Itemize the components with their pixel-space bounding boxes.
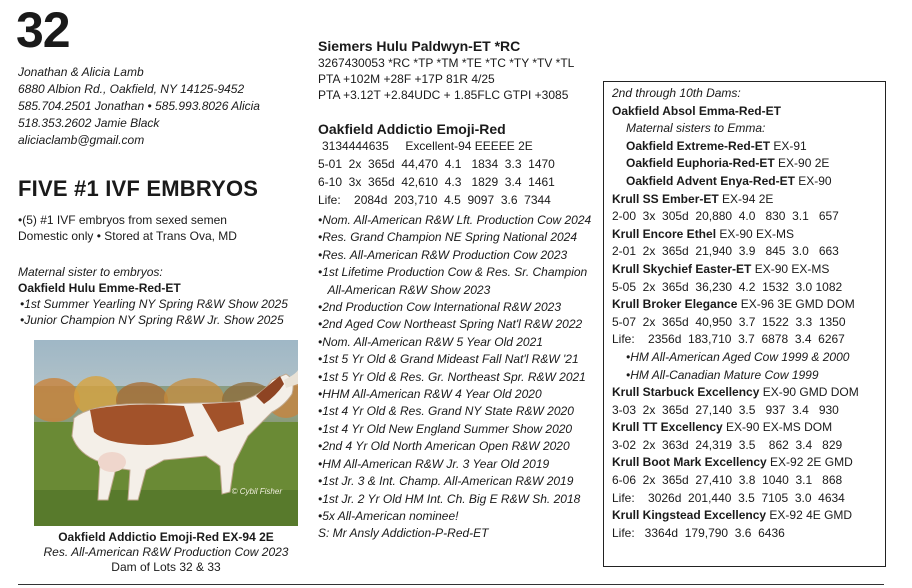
dam-line <box>612 507 882 525</box>
dam-line-text: •HM All-American Aged Cow 1999 & 2000 <box>626 349 850 364</box>
dam-line-text: Life: 3364d 179,790 3.6 6436 <box>612 525 785 540</box>
dam-line <box>612 314 882 332</box>
dam-line-text: Oakfield Absol Emma-Red-ET <box>612 103 781 118</box>
dam-honor: •1st 4 Yr Old New England Summer Show 2020 <box>318 421 573 436</box>
dam-line <box>612 437 882 455</box>
consignor-email: aliciaclamb@gmail.com <box>18 133 145 147</box>
dam-line-classification: EX-94 2E <box>718 191 774 206</box>
dam-line-text: 2-00 3x 305d 20,880 4.0 830 3.1 657 <box>612 209 839 224</box>
dam-line <box>612 261 882 279</box>
dam-line-text: 5-07 2x 365d 40,950 3.7 1522 3.3 1350 <box>612 314 846 329</box>
dam-line <box>612 279 882 297</box>
dam-line-classification: EX-90 EX-MS <box>716 226 795 241</box>
maternal-sister-label: Maternal sister to embryos: <box>18 265 163 279</box>
caption-name: Oakfield Addictio Emoji-Red EX-94 2E <box>58 530 274 544</box>
sire-line: 3267430053 *RC *TP *TM *TE *TC *TY *TV *TL <box>318 56 575 70</box>
dam-line-classification: EX-92 2E GMD <box>766 455 853 470</box>
dam-honors <box>318 212 600 543</box>
dam-line <box>612 296 882 314</box>
dam-line-text: Maternal sisters to Emma: <box>626 121 766 136</box>
dam-line <box>612 454 882 472</box>
dam-line-text: Krull SS Ember-ET <box>612 191 719 206</box>
dam-honor: •2nd Production Cow International R&W 2023 <box>318 300 562 315</box>
consignor-phones: 585.704.2501 Jonathan • 585.993.8026 Alicia <box>18 99 260 113</box>
photo-caption <box>18 530 314 575</box>
dam-registration: 3134444635 Excellent-94 EEEEE 2E <box>322 139 533 153</box>
dam-line <box>612 243 882 261</box>
dam-line-text: 2-01 2x 365d 21,940 3.9 845 3.0 663 <box>612 244 839 259</box>
dam-line-text: Krull Starbuck Excellency <box>612 385 760 400</box>
sire-name: Siemers Hulu Paldwyn-ET *RC <box>318 38 521 54</box>
maternal-sister-honor: •1st Summer Yearling NY Spring R&W Show 2025 <box>20 297 288 311</box>
consignor-phone2: 518.353.2602 Jamie Black <box>18 116 160 130</box>
dam-line-text: Krull Boot Mark Excellency <box>612 455 767 470</box>
dam-honor: •Res. All-American R&W Production Cow 2023 <box>318 247 568 262</box>
dam-line <box>612 138 882 156</box>
dam-line <box>612 349 882 367</box>
dam-record: 6-10 3x 365d 42,610 4.3 1829 3.4 1461 <box>318 175 555 189</box>
dam-line-text: Krull Broker Elegance <box>612 297 738 312</box>
dam-line <box>612 402 882 420</box>
dam-honor: •HM All-American R&W Jr. 3 Year Old 2019 <box>318 456 550 471</box>
dam-line-text: •HM All-Canadian Mature Cow 1999 <box>626 367 819 382</box>
dam-line-classification: EX-90 GMD DOM <box>759 385 859 400</box>
dam-line-classification: EX-90 <box>794 173 832 188</box>
dam-line <box>612 173 882 191</box>
bottom-rule <box>18 584 884 585</box>
detail-line-1: •(5) #1 IVF embryos from sexed semen <box>18 213 227 227</box>
dam-honor: All-American R&W Show 2023 <box>318 282 491 297</box>
dam-honor: •Res. Grand Champion NE Spring National 2024 <box>318 230 578 245</box>
dam-line-classification: EX-90 EX-MS <box>751 261 830 276</box>
dam-honor: •2nd 4 Yr Old North American Open R&W 2020 <box>318 439 570 454</box>
dam-line-text: 5-05 2x 365d 36,230 4.2 1532 3.0 1082 <box>612 279 843 294</box>
dam-sire: S: Mr Ansly Addiction-P-Red-ET <box>318 526 489 541</box>
dam-line-text: Krull Encore Ethel <box>612 226 717 241</box>
dam-line <box>612 490 882 508</box>
maternal-sister-block <box>18 264 288 328</box>
dam-line-text: 3-02 2x 363d 24,319 3.5 862 3.4 829 <box>612 437 843 452</box>
dam-line-text: 3-03 2x 365d 27,140 3.5 937 3.4 930 <box>612 402 839 417</box>
dam-line-classification: EX-96 3E GMD DOM <box>737 297 855 312</box>
dam-line-text: Life: 3026d 201,440 3.5 7105 3.0 4634 <box>612 490 845 505</box>
dam-line <box>612 472 882 490</box>
cow-photo <box>34 340 298 526</box>
dams-heading: 2nd through 10th Dams: <box>612 86 741 100</box>
dam-honor: •Nom. All-American R&W 5 Year Old 2021 <box>318 334 543 349</box>
lot-headline: FIVE #1 IVF EMBRYOS <box>18 176 259 201</box>
detail-line-2: Domestic only • Stored at Trans Ova, MD <box>18 229 237 243</box>
dam-line-text: 6-06 2x 365d 27,410 3.8 1040 3.1 868 <box>612 473 843 488</box>
dam-line-text: Life: 2356d 183,710 3.7 6878 3.4 6267 <box>612 332 845 347</box>
dam-line <box>612 419 882 437</box>
dam-line <box>612 384 882 402</box>
dam-honor: •1st Lifetime Production Cow & Res. Sr. Champion <box>318 265 588 280</box>
dam-line-text: Oakfield Euphoria-Red-ET <box>626 156 775 171</box>
dam-honor: •2nd Aged Cow Northeast Spring Nat'l R&W 2022 <box>318 317 583 332</box>
dam-record: Life: 2084d 203,710 4.5 9097 3.6 7344 <box>318 193 551 207</box>
dam-name: Oakfield Addictio Emoji-Red <box>318 121 506 137</box>
sire-line: PTA +102M +28F +17P 81R 4/25 <box>318 72 495 86</box>
dam-line-classification: EX-92 4E GMD <box>766 508 853 523</box>
sire-line: PTA +3.12T +2.84UDC + 1.85FLC GTPI +3085 <box>318 88 569 102</box>
dam-line-text: Krull Kingstead Excellency <box>612 508 767 523</box>
dams-column <box>612 85 882 542</box>
dam-line <box>612 191 882 209</box>
dam-honor: •1st 4 Yr Old & Res. Grand NY State R&W 2020 <box>318 404 574 419</box>
dam-line <box>612 525 882 543</box>
dam-line-text: Krull TT Excellency <box>612 420 723 435</box>
dam-line-classification: EX-90 EX-MS DOM <box>722 420 833 435</box>
dam-line <box>612 226 882 244</box>
dam-line-text: Oakfield Advent Enya-Red-ET <box>626 173 795 188</box>
dam-line <box>612 103 882 121</box>
consignor-names: Jonathan & Alicia Lamb <box>18 65 144 79</box>
dam-honor: •1st Jr. 3 & Int. Champ. All-American R&W 2019 <box>318 474 574 489</box>
dam-honor: •1st Jr. 2 Yr Old HM Int. Ch. Big E R&W Sh. 2018 <box>318 491 581 506</box>
lot-details <box>18 212 237 244</box>
dam-line <box>612 208 882 226</box>
maternal-sister-name: Oakfield Hulu Emme-Red-ET <box>18 281 181 295</box>
cow-illustration <box>34 340 298 526</box>
consignor-contact <box>18 64 308 149</box>
dam-line <box>612 367 882 385</box>
dam-line-text: Krull Skychief Easter-ET <box>612 261 752 276</box>
dam-line <box>612 120 882 138</box>
pedigree-column <box>318 38 600 543</box>
dam-honor: •5x All-American nominee! <box>318 508 459 523</box>
photo-watermark: © Cybil Fisher <box>231 487 282 496</box>
caption-dam-of: Dam of Lots 32 & 33 <box>111 560 221 574</box>
dam-line <box>612 155 882 173</box>
maternal-sister-honor: •Junior Champion NY Spring R&W Jr. Show 2025 <box>20 313 284 327</box>
dam-honor: •Nom. All-American R&W Lft. Production Cow 2024 <box>318 213 592 227</box>
dam-line <box>612 331 882 349</box>
dam-honor: •1st 5 Yr Old & Res. Gr. Northeast Spr. R&W 2021 <box>318 369 586 384</box>
lot-number: 32 <box>16 2 70 58</box>
dam-line-classification: EX-91 <box>770 138 807 153</box>
dam-line-classification: EX-90 2E <box>774 156 830 171</box>
dam-honor: •HHM All-American R&W 4 Year Old 2020 <box>318 387 542 402</box>
caption-award: Res. All-American R&W Production Cow 2023 <box>43 545 289 559</box>
dam-honor: •1st 5 Yr Old & Grand Mideast Fall Nat'l R&W '21 <box>318 352 579 367</box>
consignor-address: 6880 Albion Rd., Oakfield, NY 14125-9452 <box>18 82 245 96</box>
dam-line-text: Oakfield Extreme-Red-ET <box>626 138 771 153</box>
dam-record: 5-01 2x 365d 44,470 4.1 1834 3.3 1470 <box>318 157 555 171</box>
